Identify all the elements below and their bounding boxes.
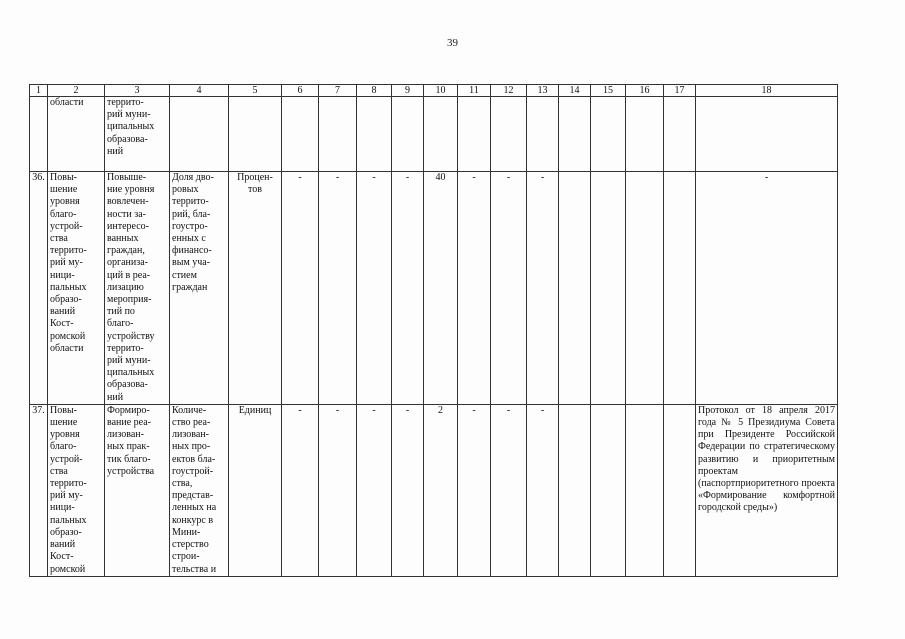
column-header: 2 xyxy=(48,85,105,97)
value-cell xyxy=(527,97,559,172)
table-row xyxy=(30,172,838,405)
value-cell xyxy=(319,97,357,172)
value-cell: - xyxy=(282,404,319,576)
value-cell xyxy=(559,97,591,172)
value-cell xyxy=(664,172,696,405)
task-cell: Формиро- вание реа- лизован- ных прак- тик благо- устройства xyxy=(105,404,170,576)
value-cell xyxy=(458,97,491,172)
value-cell xyxy=(559,172,591,405)
row-number: 37. xyxy=(30,404,48,576)
value-cell: - xyxy=(392,404,424,576)
value-cell xyxy=(591,404,626,576)
value-cell xyxy=(664,97,696,172)
task-cell: Повыше- ние уровня вовлечен- ности за- интересо- ванных граждан, организа- ций в реа- лизацию мероприя- тий по благо- устройству террито- рий муни- ципальных образова- ний xyxy=(105,172,170,405)
column-header: 17 xyxy=(664,85,696,97)
value-cell xyxy=(591,97,626,172)
source-cell xyxy=(696,97,838,172)
value-cell xyxy=(626,404,664,576)
value-cell: - xyxy=(357,404,392,576)
value-cell: - xyxy=(282,172,319,405)
value-cell: - xyxy=(491,172,527,405)
column-header: 16 xyxy=(626,85,664,97)
column-header: 14 xyxy=(559,85,591,97)
column-header: 9 xyxy=(392,85,424,97)
value-cell xyxy=(424,97,458,172)
row-number xyxy=(30,97,48,172)
column-header: 7 xyxy=(319,85,357,97)
task-cell: террито- рий муни- ципальных образова- ний xyxy=(105,97,170,172)
value-cell: 2 xyxy=(424,404,458,576)
value-cell xyxy=(591,172,626,405)
value-cell: - xyxy=(527,172,559,405)
value-cell: 40 xyxy=(424,172,458,405)
column-number-row xyxy=(30,85,838,97)
page-number: 39 xyxy=(447,37,458,49)
table-row xyxy=(30,97,838,172)
goal-cell: Повы- шение уровня благо- устрой- ства террито- рий му- ници- пальных образо- ваний Кост- ромской области xyxy=(48,172,105,405)
column-header: 12 xyxy=(491,85,527,97)
column-header: 3 xyxy=(105,85,170,97)
value-cell xyxy=(282,97,319,172)
value-cell: - xyxy=(458,172,491,405)
column-header: 11 xyxy=(458,85,491,97)
value-cell: - xyxy=(392,172,424,405)
value-cell: - xyxy=(491,404,527,576)
column-header: 1 xyxy=(30,85,48,97)
indicators-table xyxy=(29,84,838,577)
table-row xyxy=(30,404,838,576)
column-header: 6 xyxy=(282,85,319,97)
row-number: 36. xyxy=(30,172,48,405)
value-cell xyxy=(664,404,696,576)
indicator-cell: Количе- ство реа- лизован- ных про- ектов бла- гоустрой- ства, представ- ленных на конкурс в Мини- стерство строи- тельства и xyxy=(170,404,229,576)
value-cell xyxy=(357,97,392,172)
unit-cell xyxy=(229,97,282,172)
value-cell: - xyxy=(527,404,559,576)
value-cell xyxy=(491,97,527,172)
value-cell xyxy=(626,172,664,405)
indicator-cell: Доля дво- ровых террито- рий, бла- гоустро- енных с финансо- вым уча- стием граждан xyxy=(170,172,229,405)
column-header: 13 xyxy=(527,85,559,97)
value-cell: - xyxy=(319,172,357,405)
column-header: 15 xyxy=(591,85,626,97)
indicator-cell xyxy=(170,97,229,172)
value-cell: - xyxy=(357,172,392,405)
value-cell xyxy=(392,97,424,172)
column-header: 18 xyxy=(696,85,838,97)
value-cell: - xyxy=(319,404,357,576)
source-cell: - xyxy=(696,172,838,405)
goal-cell: Повы- шение уровня благо- устрой- ства террито- рий му- ници- пальных образо- ваний Кост- ромской xyxy=(48,404,105,576)
value-cell xyxy=(559,404,591,576)
column-header: 4 xyxy=(170,85,229,97)
column-header: 5 xyxy=(229,85,282,97)
unit-cell: Процен- тов xyxy=(229,172,282,405)
unit-cell: Единиц xyxy=(229,404,282,576)
value-cell: - xyxy=(458,404,491,576)
column-header: 10 xyxy=(424,85,458,97)
goal-cell: области xyxy=(48,97,105,172)
source-cell: Протокол от 18 апреля 2017 года № 5 Президиума Совета при Президенте Российской Федерации по стратегическому развитию и приоритетным проектам (паспортприоритетного проекта «Формирование комфортной городской среды») xyxy=(696,404,838,576)
value-cell xyxy=(626,97,664,172)
column-header: 8 xyxy=(357,85,392,97)
